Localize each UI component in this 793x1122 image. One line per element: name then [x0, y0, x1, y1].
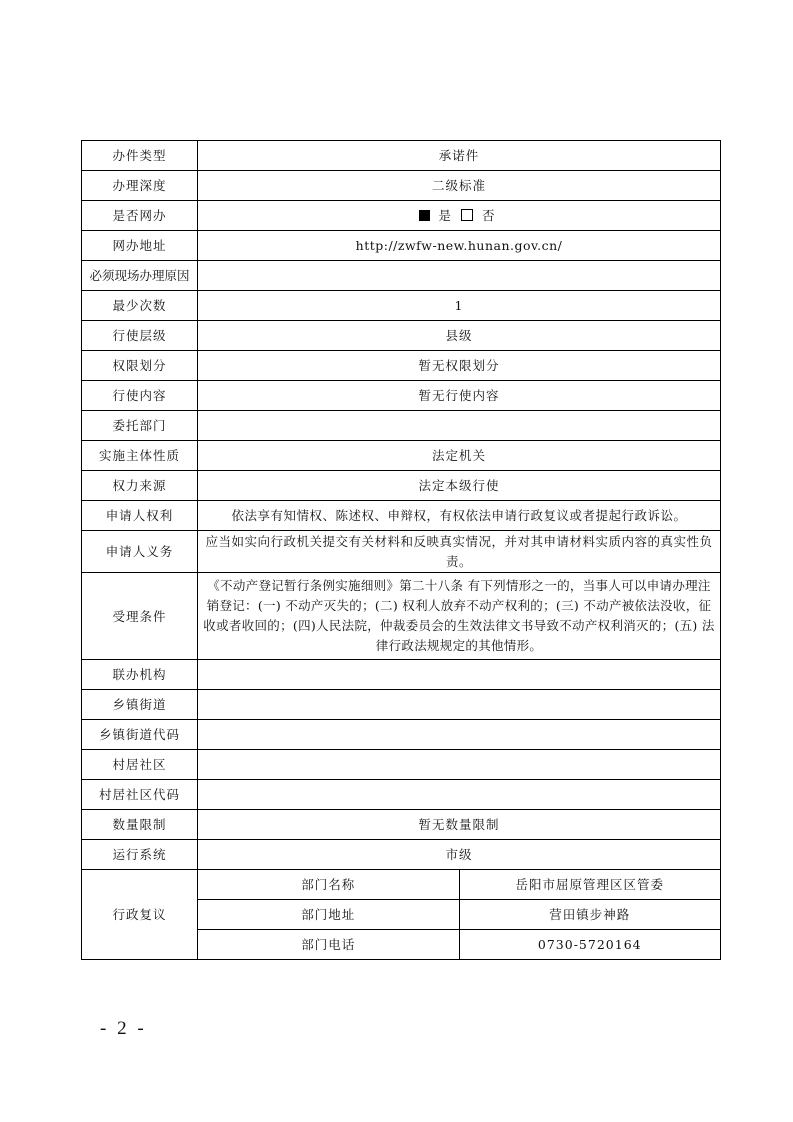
service-info-table: [81, 140, 721, 960]
value-subject-nature: 法定机关: [198, 441, 721, 471]
row-authority-division: [82, 351, 721, 381]
value-township-code: [198, 720, 721, 750]
row-exercise-content: [82, 381, 721, 411]
row-township: [82, 690, 721, 720]
row-village: [82, 750, 721, 780]
row-handling-type: [82, 141, 721, 171]
value-handling-type: 承诺件: [198, 141, 721, 171]
value-entrusted-dept: [198, 411, 721, 441]
label-subject-nature: 实施主体性质: [82, 441, 198, 471]
row-village-code: [82, 780, 721, 810]
row-applicant-obligations: [82, 531, 721, 573]
row-online: [82, 201, 721, 231]
row-onsite-reason: [82, 261, 721, 291]
row-joint-org: [82, 660, 721, 690]
label-village-code: 村居社区代码: [82, 780, 198, 810]
checked-checkbox-icon: [419, 210, 430, 221]
label-onsite-reason: 必须现场办理原因: [82, 261, 198, 291]
value-online-address: http://zwfw-new.hunan.gov.cn/: [198, 231, 721, 261]
row-acceptance: [82, 573, 721, 660]
row-applicant-rights: [82, 501, 721, 531]
label-authority-division: 权限划分: [82, 351, 198, 381]
value-quantity-limit: 暂无数量限制: [198, 810, 721, 840]
label-township: 乡镇街道: [82, 690, 198, 720]
row-subject-nature: [82, 441, 721, 471]
value-handling-depth: 二级标准: [198, 171, 721, 201]
label-quantity-limit: 数量限制: [82, 810, 198, 840]
row-online-address: [82, 231, 721, 261]
page-number: - 2 -: [100, 1018, 147, 1039]
value-township: [198, 690, 721, 720]
label-acceptance: 受理条件: [82, 573, 198, 660]
label-handling-depth: 办理深度: [82, 171, 198, 201]
value-applicant-rights: 依法享有知情权、陈述权、申辩权，有权依法申请行政复议或者提起行政诉讼。: [198, 501, 721, 531]
value-dept-name: 岳阳市屈原管理区区管委: [459, 870, 721, 900]
label-system: 运行系统: [82, 840, 198, 870]
label-min-visits: 最少次数: [82, 291, 198, 321]
option-no: 否: [481, 208, 496, 223]
value-joint-org: [198, 660, 721, 690]
label-entrusted-dept: 委托部门: [82, 411, 198, 441]
value-dept-phone: 0730-5720164: [459, 930, 721, 960]
label-online-address: 网办地址: [82, 231, 198, 261]
row-power-source: [82, 471, 721, 501]
value-village-code: [198, 780, 721, 810]
label-applicant-obligations: 申请人义务: [82, 531, 198, 573]
value-min-visits: 1: [198, 291, 721, 321]
value-online: [198, 201, 721, 231]
label-village: 村居社区: [82, 750, 198, 780]
row-exercise-level: [82, 321, 721, 351]
value-applicant-obligations: 应当如实向行政机关提交有关材料和反映真实情况，并对其申请材料实质内容的真实性负责。: [198, 531, 721, 573]
value-power-source: 法定本级行使: [198, 471, 721, 501]
value-onsite-reason: [198, 261, 721, 291]
value-village: [198, 750, 721, 780]
row-system: [82, 840, 721, 870]
option-yes: 是: [438, 208, 452, 223]
value-exercise-level: 县级: [198, 321, 721, 351]
row-quantity-limit: [82, 810, 721, 840]
unchecked-checkbox-icon: [461, 209, 473, 221]
value-system: 市级: [198, 840, 721, 870]
label-admin-review: 行政复议: [82, 870, 198, 960]
value-dept-address: 营田镇步神路: [459, 900, 721, 930]
row-entrusted-dept: [82, 411, 721, 441]
label-township-code: 乡镇街道代码: [82, 720, 198, 750]
row-review-dept-name: [82, 870, 721, 900]
value-authority-division: 暂无权限划分: [198, 351, 721, 381]
label-handling-type: 办件类型: [82, 141, 198, 171]
row-min-visits: [82, 291, 721, 321]
label-dept-name: 部门名称: [198, 870, 460, 900]
row-township-code: [82, 720, 721, 750]
value-exercise-content: 暂无行使内容: [198, 381, 721, 411]
label-joint-org: 联办机构: [82, 660, 198, 690]
label-applicant-rights: 申请人权利: [82, 501, 198, 531]
label-online: 是否网办: [82, 201, 198, 231]
label-exercise-content: 行使内容: [82, 381, 198, 411]
value-acceptance: 《不动产登记暂行条例实施细则》第二十八条 有下列情形之一的，当事人可以申请办理注销登记：(一) 不动产灭失的；(二) 权利人放弃不动产权利的；(三) 不动产被依法没收，征收或者收回的；(四)人民法院，仲裁委员会的生效法律文书导致不动产权利消灭的；(五) 法律行政法规规定的其他情形。: [198, 573, 721, 660]
label-power-source: 权力来源: [82, 471, 198, 501]
row-handling-depth: [82, 171, 721, 201]
label-dept-address: 部门地址: [198, 900, 460, 930]
label-exercise-level: 行使层级: [82, 321, 198, 351]
label-dept-phone: 部门电话: [198, 930, 460, 960]
